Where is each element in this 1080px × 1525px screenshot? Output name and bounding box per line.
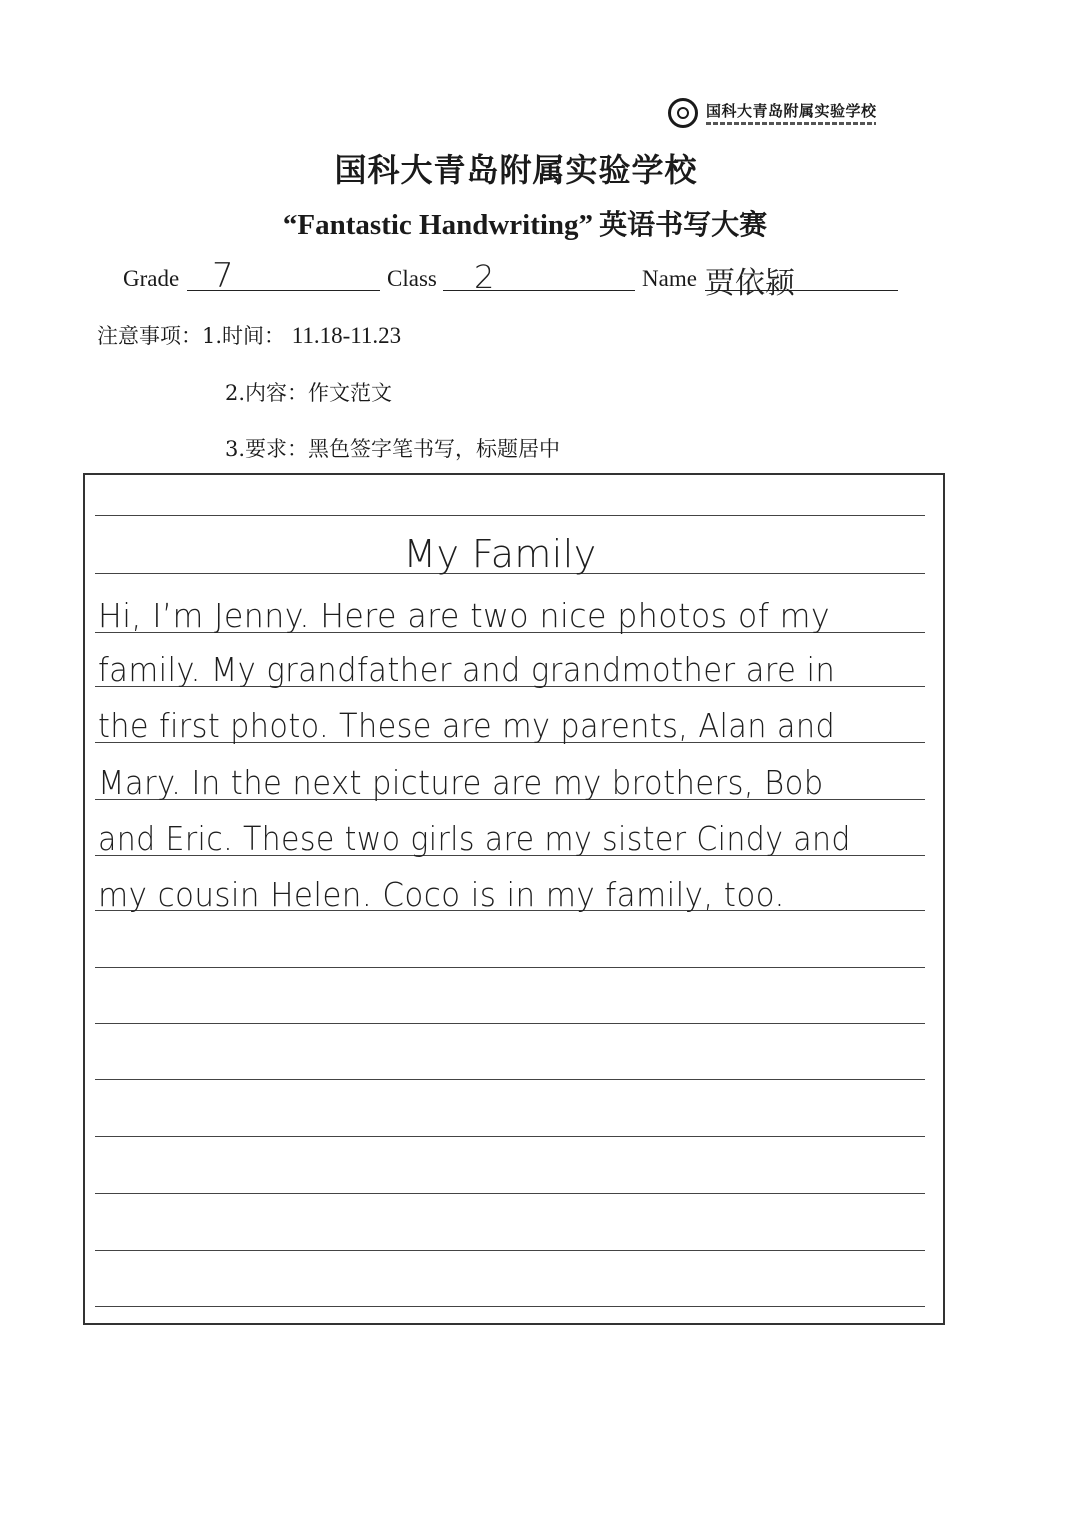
grade-value: 7 [212, 256, 234, 296]
ruled-line [95, 1136, 925, 1137]
essay-line-2: family. My grandfather and grandmother are in [98, 650, 836, 689]
logo-school-name: 国科大青岛附属实验学校 [706, 102, 877, 120]
note-item-1-label: 1.时间： [202, 324, 286, 348]
name-value: 贾依颍 [705, 266, 795, 301]
ruled-line [95, 1193, 925, 1194]
essay-line-1: Hi, I’m Jenny. Here are two nice photos of my [98, 596, 831, 635]
essay-title: My Family [403, 532, 597, 576]
ruled-line [95, 967, 925, 968]
class-label: Class [387, 266, 437, 291]
grade-label: Grade [123, 266, 180, 291]
school-title: 国科大青岛附属实验学校 [334, 151, 698, 189]
note-item-1-value: 11.18-11.23 [291, 323, 402, 348]
ruled-line [95, 515, 925, 516]
name-label: Name [642, 266, 697, 291]
essay-line-5: and Eric. These two girls are my sister Cindy and [98, 819, 851, 858]
contest-title-en: “Fantastic Handwriting” [282, 209, 594, 241]
contest-title [0, 203, 1050, 243]
contest-title-cn: 英语书写大赛 [599, 208, 768, 241]
school-logo [668, 96, 890, 136]
school-seal-icon [668, 98, 698, 128]
class-underline [443, 290, 635, 291]
ruled-line [95, 1250, 925, 1251]
ruled-line [95, 1079, 925, 1080]
logo-subtitle-mark [706, 122, 876, 125]
essay-line-3: the first photo. These are my parents, Alan and [98, 706, 836, 745]
notes-heading: 注意事项： [97, 324, 202, 348]
note-item-3: 3.要求：黑色签字笔书写，标题居中 [225, 437, 561, 461]
student-info-row [0, 254, 1080, 301]
notes-line-1 [97, 320, 401, 350]
ruled-line [95, 1306, 925, 1307]
class-value: 2 [474, 258, 495, 296]
ruled-line [95, 1023, 925, 1024]
essay-line-4: Mary. In the next picture are my brothers, Bob [98, 763, 824, 802]
essay-line-6: my cousin Helen. Coco is in my family, too. [98, 875, 785, 914]
note-item-2: 2.内容：作文范文 [225, 381, 393, 405]
